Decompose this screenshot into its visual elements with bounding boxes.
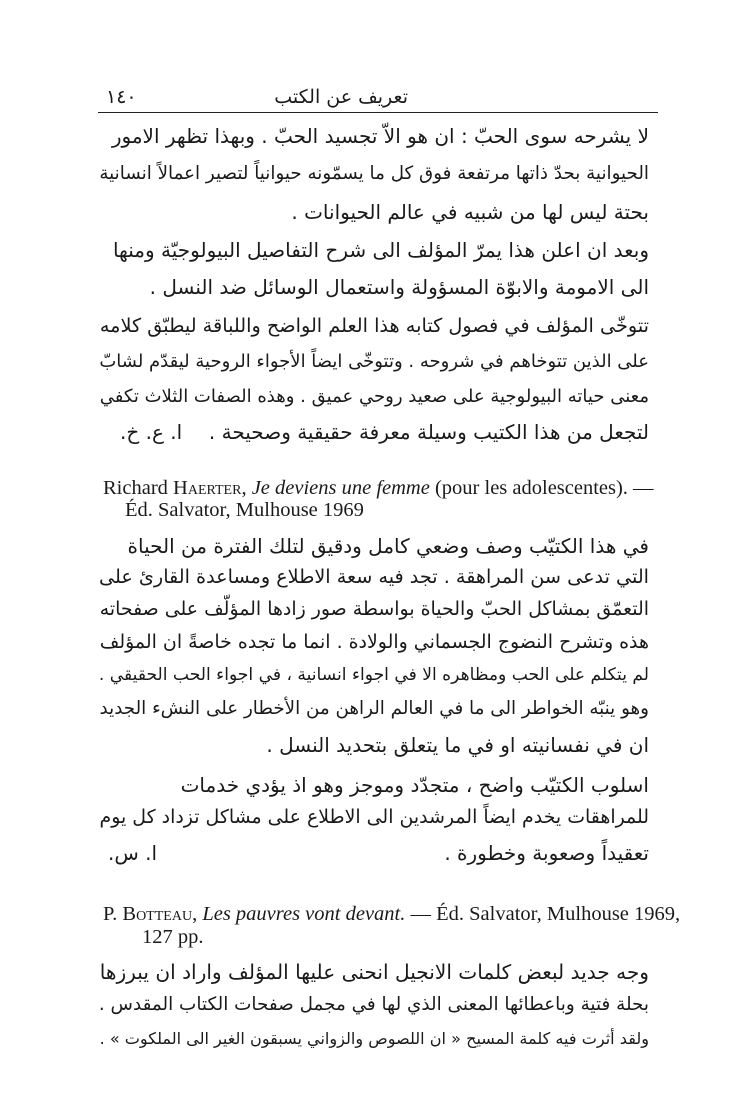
review1-line: لا يشرحه سوى الحبّ : ان هو الاّ تجسيد الحبّ . وبهذا تظهر الامور xyxy=(111,124,649,148)
review3-pages: 127 pp. xyxy=(142,926,204,948)
review2-line: في هذا الكتيّب وصف وضعي كامل ودقيق لتلك الفترة من الحياة xyxy=(127,534,649,558)
review2-line: التعمّق بمشاكل الحبّ والحياة بواسطة صور زادها المؤلّف على صفحاته xyxy=(99,598,649,620)
review3-line: بحلة فتية وباعطائها المعنى الذي لها في مجمل صفحات الكتاب المقدس . xyxy=(98,994,649,1015)
review2-line: اسلوب الكتيّب واضح ، متجدّد وموجز وهو اذ يؤدي خدمات xyxy=(180,773,649,797)
review2-line: ان في نفسانيته او في ما يتعلق بتحديد النسل . xyxy=(266,733,649,757)
review2-line: وهو ينبّه الخواطر الى ما في العالم الراهن من الأخطار على النشء الجديد xyxy=(99,698,649,719)
review2-line: التي تدعى سن المراهقة . تجد فيه سعة الاطلاع ومساعدة القارئ على xyxy=(99,565,649,588)
review2-biblio-line1: Richard Haerter, Je deviens une femme (pour les adolescentes). — xyxy=(103,477,654,499)
review2-line: هذه وتشرح النضوج الجسماني والولادة . انما ما تجده خاصةً ان المؤلف xyxy=(99,631,649,653)
review3-line: ولقد أثرت فيه كلمة المسيح « ان اللصوص والزواني يسبقون الغير الى الملكوت » . xyxy=(99,1029,649,1048)
review1-line: بحتة ليس لها من شبيه في عالم الحيوانات . xyxy=(291,200,649,224)
review3-author-last: Botteau xyxy=(122,903,193,925)
review3-author-first: P. xyxy=(103,903,118,925)
review3-biblio-line1: P. Botteau, Les pauvres vont devant. — Éd. Salvator, Mulhouse 1969, xyxy=(103,903,681,925)
review1-line: لتجعل من هذا الكتيب وسيلة معرفة حقيقية وصحيحة . xyxy=(208,420,649,444)
review2-signature: ا. س. xyxy=(108,841,158,865)
review1-line: الحيوانية بحدّ ذاتها مرتفعة فوق كل ما يسمّونه حيوانياً لتصير اعمالاً انسانية xyxy=(99,163,649,184)
review2-line: تعقيداً وصعوبة وخطورة . xyxy=(444,841,649,865)
page-number: ١٤٠ xyxy=(106,86,137,108)
review2-author-last: Haerter xyxy=(173,477,242,499)
review2-subtitle: (pour les adolescentes). — xyxy=(434,477,654,499)
review1-line: وبعد ان اعلن هذا يمرّ المؤلف الى شرح التفاصيل البيولوجيّة ومنها xyxy=(112,238,649,262)
review2-author-first: Richard xyxy=(103,477,168,499)
review2-title: Je deviens une femme xyxy=(251,477,430,499)
review1-line: معنى حياته البيولوجية على صعيد روحي عميق . وهذه الصفات الثلاث تكفي xyxy=(99,386,649,407)
review2-line: للمراهقات يخدم ايضاً المرشدين الى الاطلاع على مشاكل تزداد كل يوم xyxy=(99,806,649,828)
review3-publisher: — Éd. Salvator, Mulhouse 1969, xyxy=(410,903,681,925)
running-header xyxy=(98,86,658,113)
running-title: تعريف عن الكتب xyxy=(274,86,408,108)
review1-line: على الذين تتوخاهم في شروحه . وتتوخّى ايضاً الأجواء الروحية ليقدّم لشابّ xyxy=(99,351,649,372)
review1-line: الى الامومة والابوّة المسؤولة واستعمال الوسائل ضد النسل . xyxy=(149,275,649,299)
review2-line: لم يتكلم على الحب ومظاهره الا في اجواء انسانية ، في اجواء الحب الحقيقي . xyxy=(98,665,649,685)
review1-line: تتوخّى المؤلف في فصول كتابه هذا العلم الواضح واللباقة ليطبّق كلامه xyxy=(99,314,649,337)
review2-publisher: Éd. Salvator, Mulhouse 1969 xyxy=(125,499,364,521)
review3-line: وجه جديد لبعض كلمات الانجيل انحنى عليها المؤلف واراد ان يبرزها xyxy=(99,960,649,984)
review3-title: Les pauvres vont devant. xyxy=(202,903,406,925)
review1-signature: ا. ع. خ. xyxy=(120,420,183,444)
